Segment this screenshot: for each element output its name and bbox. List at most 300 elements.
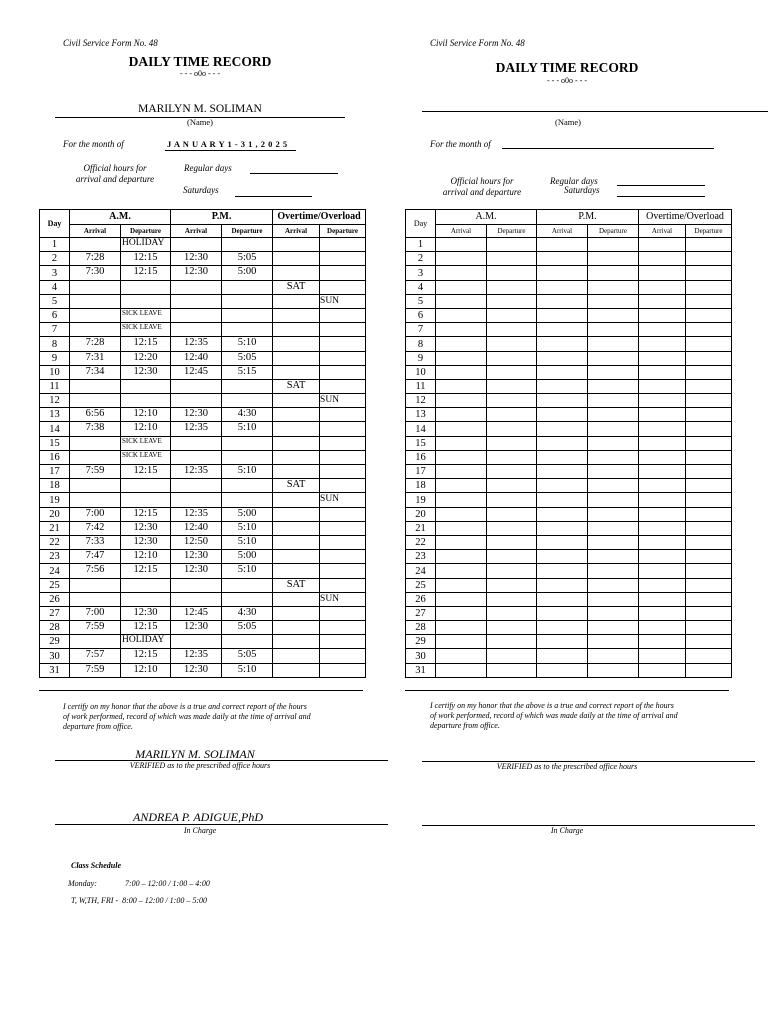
- month-line-right: [502, 148, 714, 149]
- pm-arrival-header: Arrival: [171, 225, 222, 238]
- am-departure-cell: [121, 479, 171, 493]
- ot-departure-cell: [320, 550, 366, 564]
- pm-arrival-cell: [537, 521, 588, 535]
- am-arrival-cell: 7:28: [70, 337, 121, 351]
- day-cell: 14: [406, 422, 436, 436]
- am-arrival-cell: 6:56: [70, 408, 121, 422]
- pm-departure-header-right: Departure: [588, 225, 639, 238]
- am-departure-cell: [487, 507, 537, 521]
- pm-arrival-cell: [537, 479, 588, 493]
- ot-departure-cell: [320, 351, 366, 365]
- ot-arrival-cell: [273, 535, 320, 549]
- pm-departure-header: Departure: [222, 225, 273, 238]
- table-row: [40, 663, 366, 677]
- ot-departure-cell: [686, 308, 732, 322]
- ot-departure-cell: [686, 606, 732, 620]
- pm-arrival-cell: [537, 493, 588, 507]
- day-cell: 21: [406, 521, 436, 535]
- ot-arrival-cell: [639, 621, 686, 635]
- dtr-table-left: [39, 209, 366, 678]
- day-cell: 22: [406, 535, 436, 549]
- day-cell: 23: [40, 550, 70, 564]
- pm-departure-cell: [222, 493, 273, 507]
- am-departure-cell: 12:10: [121, 422, 171, 436]
- am-arrival-cell: 7:59: [70, 465, 121, 479]
- am-header: A.M.: [70, 210, 171, 225]
- pm-arrival-cell: [537, 252, 588, 266]
- day-cell: 3: [406, 266, 436, 280]
- table-row: [406, 507, 732, 521]
- day-cell: 5: [40, 294, 70, 308]
- am-arrival-cell: [436, 351, 487, 365]
- remark-cell: SICK LEAVE: [121, 323, 171, 337]
- ot-departure-cell: [686, 280, 732, 294]
- ot-arrival-cell: [273, 351, 320, 365]
- am-departure-cell: 12:15: [121, 621, 171, 635]
- table-row: [40, 507, 366, 521]
- ot-departure-cell: SUN: [320, 294, 366, 308]
- am-arrival-cell: [436, 436, 487, 450]
- dtr-table-right: [405, 209, 732, 678]
- official-hours-line2-right: arrival and departure: [442, 187, 522, 197]
- day-cell: 28: [40, 621, 70, 635]
- table-row: [40, 422, 366, 436]
- ot-departure-cell: [320, 479, 366, 493]
- day-cell: 5: [406, 294, 436, 308]
- table-row: [406, 280, 732, 294]
- ot-arrival-cell: [639, 337, 686, 351]
- pm-departure-cell: 5:10: [222, 422, 273, 436]
- pm-departure-cell: [588, 323, 639, 337]
- pm-departure-cell: [222, 308, 273, 322]
- ot-departure-cell: [320, 379, 366, 393]
- ot-departure-cell: [686, 238, 732, 252]
- ot-arrival-cell: SAT: [273, 578, 320, 592]
- day-header: Day: [40, 210, 70, 238]
- ot-arrival-cell: [639, 564, 686, 578]
- overtime-header-right: Overtime/Overload: [639, 210, 732, 225]
- am-arrival-cell: 7:56: [70, 564, 121, 578]
- table-row: [406, 550, 732, 564]
- pm-departure-cell: [588, 493, 639, 507]
- month-label: For the month of: [63, 139, 124, 149]
- am-arrival-cell: [436, 550, 487, 564]
- am-departure-cell: 12:15: [121, 465, 171, 479]
- pm-departure-cell: [222, 479, 273, 493]
- cert-line2-right: of work performed, record of which was made daily at the time of arrival and: [430, 711, 678, 720]
- day-cell: 16: [40, 450, 70, 464]
- ot-arrival-cell: [273, 238, 320, 252]
- table-row: [406, 323, 732, 337]
- table-row: [40, 365, 366, 379]
- am-departure-cell: [487, 564, 537, 578]
- am-arrival-cell: [436, 535, 487, 549]
- day-cell: 10: [40, 365, 70, 379]
- ot-arrival-cell: [273, 323, 320, 337]
- am-departure-cell: [487, 280, 537, 294]
- ot-arrival-cell: [273, 663, 320, 677]
- pm-arrival-cell: 12:35: [171, 422, 222, 436]
- title-ornament-right: - - - o0o - - -: [547, 76, 587, 85]
- am-arrival-cell: [70, 280, 121, 294]
- day-cell: 8: [406, 337, 436, 351]
- pm-arrival-cell: 12:50: [171, 535, 222, 549]
- pm-departure-cell: 5:10: [222, 521, 273, 535]
- pm-arrival-cell: [171, 450, 222, 464]
- cert-line3: departure from office.: [63, 722, 133, 731]
- day-cell: 27: [406, 606, 436, 620]
- pm-departure-cell: [588, 266, 639, 280]
- pm-arrival-cell: [171, 578, 222, 592]
- pm-departure-cell: [588, 592, 639, 606]
- pm-departure-cell: [588, 379, 639, 393]
- pm-departure-cell: [588, 564, 639, 578]
- day-cell: 6: [406, 308, 436, 322]
- table-row: [406, 592, 732, 606]
- am-departure-cell: [487, 294, 537, 308]
- pm-arrival-cell: [171, 238, 222, 252]
- ot-arrival-cell: [639, 606, 686, 620]
- day-cell: 23: [406, 550, 436, 564]
- official-hours-line1: Official hours for: [83, 163, 147, 173]
- pm-departure-cell: 5:10: [222, 663, 273, 677]
- day-cell: 11: [406, 379, 436, 393]
- am-departure-cell: [487, 535, 537, 549]
- official-hours-line1-right: Official hours for: [450, 176, 514, 186]
- pm-arrival-header-right: Arrival: [537, 225, 588, 238]
- day-cell: 18: [406, 479, 436, 493]
- in-charge-line: [55, 824, 388, 825]
- ot-arrival-cell: [639, 365, 686, 379]
- verified-caption: VERIFIED as to the prescribed office hours: [129, 761, 271, 770]
- am-arrival-cell: [70, 592, 121, 606]
- pm-departure-cell: [588, 479, 639, 493]
- day-cell: 10: [406, 365, 436, 379]
- am-arrival-cell: 7:33: [70, 535, 121, 549]
- am-arrival-cell: 7:57: [70, 649, 121, 663]
- ot-arrival-cell: [639, 323, 686, 337]
- cert-line1: I certify on my honor that the above is a true and correct report of the hours: [63, 702, 307, 711]
- ot-arrival-cell: [273, 294, 320, 308]
- pm-departure-cell: 5:10: [222, 535, 273, 549]
- am-arrival-cell: [436, 649, 487, 663]
- table-row: [40, 635, 366, 649]
- pm-header-right: P.M.: [537, 210, 639, 225]
- pm-arrival-cell: 12:30: [171, 266, 222, 280]
- am-arrival-cell: [70, 450, 121, 464]
- table-row: [406, 621, 732, 635]
- pm-arrival-cell: [537, 238, 588, 252]
- table-row: [40, 379, 366, 393]
- day-cell: 22: [40, 535, 70, 549]
- official-hours-line2: arrival and departure: [75, 174, 155, 184]
- pm-arrival-cell: [171, 493, 222, 507]
- schedule-monday-value: 7:00 – 12:00 / 1:00 – 4:00: [125, 879, 210, 888]
- cert-line1-right: I certify on my honor that the above is a true and correct report of the hours: [430, 701, 674, 710]
- ot-arrival-cell: [273, 436, 320, 450]
- ot-departure-cell: [686, 266, 732, 280]
- ot-departure-cell: [320, 663, 366, 677]
- day-cell: 1: [40, 238, 70, 252]
- am-arrival-cell: [70, 379, 121, 393]
- pm-arrival-cell: [171, 436, 222, 450]
- ot-departure-cell: [686, 507, 732, 521]
- ot-arrival-cell: [273, 493, 320, 507]
- table-row: [40, 550, 366, 564]
- am-departure-cell: [487, 238, 537, 252]
- regular-days-label: Regular days: [184, 163, 232, 173]
- table-row: [40, 479, 366, 493]
- day-cell: 25: [40, 578, 70, 592]
- pm-departure-cell: [222, 323, 273, 337]
- day-cell: 2: [406, 252, 436, 266]
- am-arrival-cell: [436, 238, 487, 252]
- table-row: [40, 280, 366, 294]
- schedule-other-days: T, W,TH, FRI - 8:00 – 12:00 / 1:00 – 5:00: [71, 896, 207, 905]
- remark-cell: SICK LEAVE: [121, 436, 171, 450]
- table-row: [406, 521, 732, 535]
- ot-arrival-cell: [273, 649, 320, 663]
- table-row: [40, 564, 366, 578]
- pm-departure-cell: [588, 507, 639, 521]
- ot-departure-cell: [686, 436, 732, 450]
- ot-departure-cell: [320, 450, 366, 464]
- am-arrival-cell: [436, 450, 487, 464]
- ot-arrival-cell: [639, 394, 686, 408]
- verified-caption-right: VERIFIED as to the prescribed office hours: [496, 762, 638, 771]
- ot-departure-cell: [686, 663, 732, 677]
- form-number: Civil Service Form No. 48: [63, 38, 158, 48]
- ot-departure-cell: [686, 635, 732, 649]
- pm-arrival-cell: 12:30: [171, 252, 222, 266]
- am-arrival-cell: [436, 663, 487, 677]
- ot-departure-cell: [320, 365, 366, 379]
- am-arrival-cell: [436, 592, 487, 606]
- ot-arrival-cell: [639, 521, 686, 535]
- am-departure-cell: [121, 578, 171, 592]
- pm-departure-cell: 4:30: [222, 408, 273, 422]
- pm-arrival-cell: 12:40: [171, 521, 222, 535]
- employee-signature-name: MARILYN M. SOLIMAN: [135, 747, 255, 761]
- month-label-right: For the month of: [430, 139, 491, 149]
- am-arrival-cell: [70, 323, 121, 337]
- pm-departure-cell: [588, 465, 639, 479]
- ot-departure-cell: [320, 507, 366, 521]
- pm-arrival-cell: [171, 479, 222, 493]
- form-title: DAILY TIME RECORD: [128, 54, 272, 69]
- am-arrival-cell: [70, 479, 121, 493]
- day-cell: 29: [406, 635, 436, 649]
- ot-arrival-cell: [639, 635, 686, 649]
- am-arrival-cell: 7:30: [70, 266, 121, 280]
- form-title-right: DAILY TIME RECORD: [495, 60, 639, 75]
- table-row: [406, 252, 732, 266]
- am-departure-cell: 12:30: [121, 365, 171, 379]
- am-arrival-cell: [436, 365, 487, 379]
- pm-arrival-cell: [537, 436, 588, 450]
- ot-arrival-cell: SAT: [273, 379, 320, 393]
- pm-departure-cell: [588, 238, 639, 252]
- pm-departure-cell: [588, 550, 639, 564]
- am-departure-cell: [487, 422, 537, 436]
- ot-arrival-cell: [639, 450, 686, 464]
- ot-arrival-cell: [273, 507, 320, 521]
- am-arrival-cell: 7:59: [70, 621, 121, 635]
- ot-departure-cell: [686, 621, 732, 635]
- pm-departure-cell: [588, 351, 639, 365]
- pm-arrival-cell: [537, 621, 588, 635]
- table-row: [40, 252, 366, 266]
- am-arrival-cell: [70, 308, 121, 322]
- employee-name: MARILYN M. SOLIMAN: [138, 103, 262, 115]
- pm-departure-cell: [588, 280, 639, 294]
- remark-cell: SICK LEAVE: [121, 450, 171, 464]
- pm-departure-cell: [222, 635, 273, 649]
- am-arrival-cell: [70, 394, 121, 408]
- am-departure-cell: [487, 493, 537, 507]
- table-row: [40, 308, 366, 322]
- pm-departure-cell: 5:05: [222, 621, 273, 635]
- pm-departure-cell: [222, 379, 273, 393]
- day-cell: 6: [40, 308, 70, 322]
- table-row: [40, 578, 366, 592]
- remark-cell: SICK LEAVE: [121, 308, 171, 322]
- pm-arrival-cell: [537, 323, 588, 337]
- pm-departure-cell: [588, 365, 639, 379]
- am-departure-cell: [487, 606, 537, 620]
- pm-departure-cell: 5:00: [222, 507, 273, 521]
- ot-departure-cell: [686, 379, 732, 393]
- pm-departure-cell: [588, 294, 639, 308]
- pm-departure-cell: [222, 238, 273, 252]
- am-arrival-cell: [436, 493, 487, 507]
- ot-departure-cell: [320, 422, 366, 436]
- table-row: [406, 635, 732, 649]
- table-row: [40, 294, 366, 308]
- ot-departure-cell: [686, 450, 732, 464]
- am-departure-header-right: Departure: [487, 225, 537, 238]
- am-departure-cell: 12:30: [121, 606, 171, 620]
- am-arrival-cell: [436, 465, 487, 479]
- ot-arrival-cell: [639, 408, 686, 422]
- day-cell: 8: [40, 337, 70, 351]
- day-cell: 17: [406, 465, 436, 479]
- day-cell: 13: [40, 408, 70, 422]
- saturdays-label-right: Saturdays: [564, 185, 600, 195]
- ot-arrival-cell: [273, 564, 320, 578]
- am-departure-cell: [121, 493, 171, 507]
- am-departure-cell: [487, 521, 537, 535]
- day-cell: 17: [40, 465, 70, 479]
- am-departure-cell: [487, 479, 537, 493]
- ot-arrival-cell: [639, 535, 686, 549]
- ot-departure-cell: [686, 479, 732, 493]
- pm-departure-cell: 5:05: [222, 252, 273, 266]
- table-row: [406, 436, 732, 450]
- table-row: [40, 450, 366, 464]
- certification-text-right: [430, 701, 678, 731]
- ot-arrival-cell: [639, 507, 686, 521]
- pm-arrival-cell: [537, 337, 588, 351]
- am-departure-cell: 12:10: [121, 550, 171, 564]
- pm-arrival-cell: [171, 308, 222, 322]
- title-ornament: - - - o0o - - -: [180, 69, 220, 78]
- official-hours-label: [60, 163, 170, 185]
- am-departure-cell: [487, 266, 537, 280]
- table-row: [40, 606, 366, 620]
- ot-departure-cell: [686, 323, 732, 337]
- table-row: [406, 663, 732, 677]
- am-arrival-cell: [436, 394, 487, 408]
- ot-departure-cell: [320, 635, 366, 649]
- am-departure-cell: [121, 592, 171, 606]
- ot-arrival-cell: [273, 621, 320, 635]
- ot-arrival-cell: SAT: [273, 479, 320, 493]
- am-departure-cell: [487, 436, 537, 450]
- pm-departure-cell: 5:00: [222, 266, 273, 280]
- ot-departure-cell: [686, 578, 732, 592]
- ot-arrival-cell: [639, 422, 686, 436]
- pm-arrival-cell: 12:35: [171, 507, 222, 521]
- pm-arrival-cell: 12:35: [171, 337, 222, 351]
- table-row: [40, 621, 366, 635]
- am-departure-cell: [487, 635, 537, 649]
- remark-cell: HOLIDAY: [121, 635, 171, 649]
- pm-departure-cell: [222, 578, 273, 592]
- day-cell: 30: [40, 649, 70, 663]
- ot-departure-cell: [686, 294, 732, 308]
- pm-arrival-cell: 12:30: [171, 621, 222, 635]
- saturdays-label: Saturdays: [183, 185, 219, 195]
- ot-departure-cell: [686, 649, 732, 663]
- pm-departure-cell: [588, 663, 639, 677]
- ot-departure-cell: [320, 621, 366, 635]
- ot-departure-cell: [320, 408, 366, 422]
- am-departure-cell: [121, 379, 171, 393]
- am-arrival-cell: [436, 422, 487, 436]
- ot-arrival-cell: [639, 465, 686, 479]
- day-cell: 15: [40, 436, 70, 450]
- day-cell: 19: [406, 493, 436, 507]
- day-cell: 9: [40, 351, 70, 365]
- in-charge-name: ANDREA P. ADIGUE,PhD: [133, 810, 263, 824]
- ot-departure-cell: [320, 649, 366, 663]
- ot-arrival-cell: [273, 450, 320, 464]
- ot-departure-cell: [686, 465, 732, 479]
- pm-departure-cell: [588, 606, 639, 620]
- ot-departure-cell: [320, 535, 366, 549]
- pm-departure-cell: 5:00: [222, 550, 273, 564]
- month-value: J A N U A R Y 1 - 3 1 , 2 0 2 5: [167, 139, 288, 149]
- am-arrival-cell: 7:34: [70, 365, 121, 379]
- day-cell: 25: [406, 578, 436, 592]
- am-departure-cell: 12:15: [121, 507, 171, 521]
- cert-line2: of work performed, record of which was made daily at the time of arrival and: [63, 712, 311, 721]
- month-line: [165, 150, 296, 151]
- table-row: [40, 493, 366, 507]
- ot-departure-cell: [320, 337, 366, 351]
- pm-arrival-cell: [171, 394, 222, 408]
- form-number-right: Civil Service Form No. 48: [430, 38, 525, 48]
- pm-arrival-cell: 12:35: [171, 649, 222, 663]
- am-departure-cell: [121, 394, 171, 408]
- pm-arrival-cell: 12:45: [171, 606, 222, 620]
- am-departure-cell: [487, 621, 537, 635]
- am-header-right: A.M.: [436, 210, 537, 225]
- day-cell: 26: [40, 592, 70, 606]
- ot-departure-cell: [686, 408, 732, 422]
- day-cell: 7: [40, 323, 70, 337]
